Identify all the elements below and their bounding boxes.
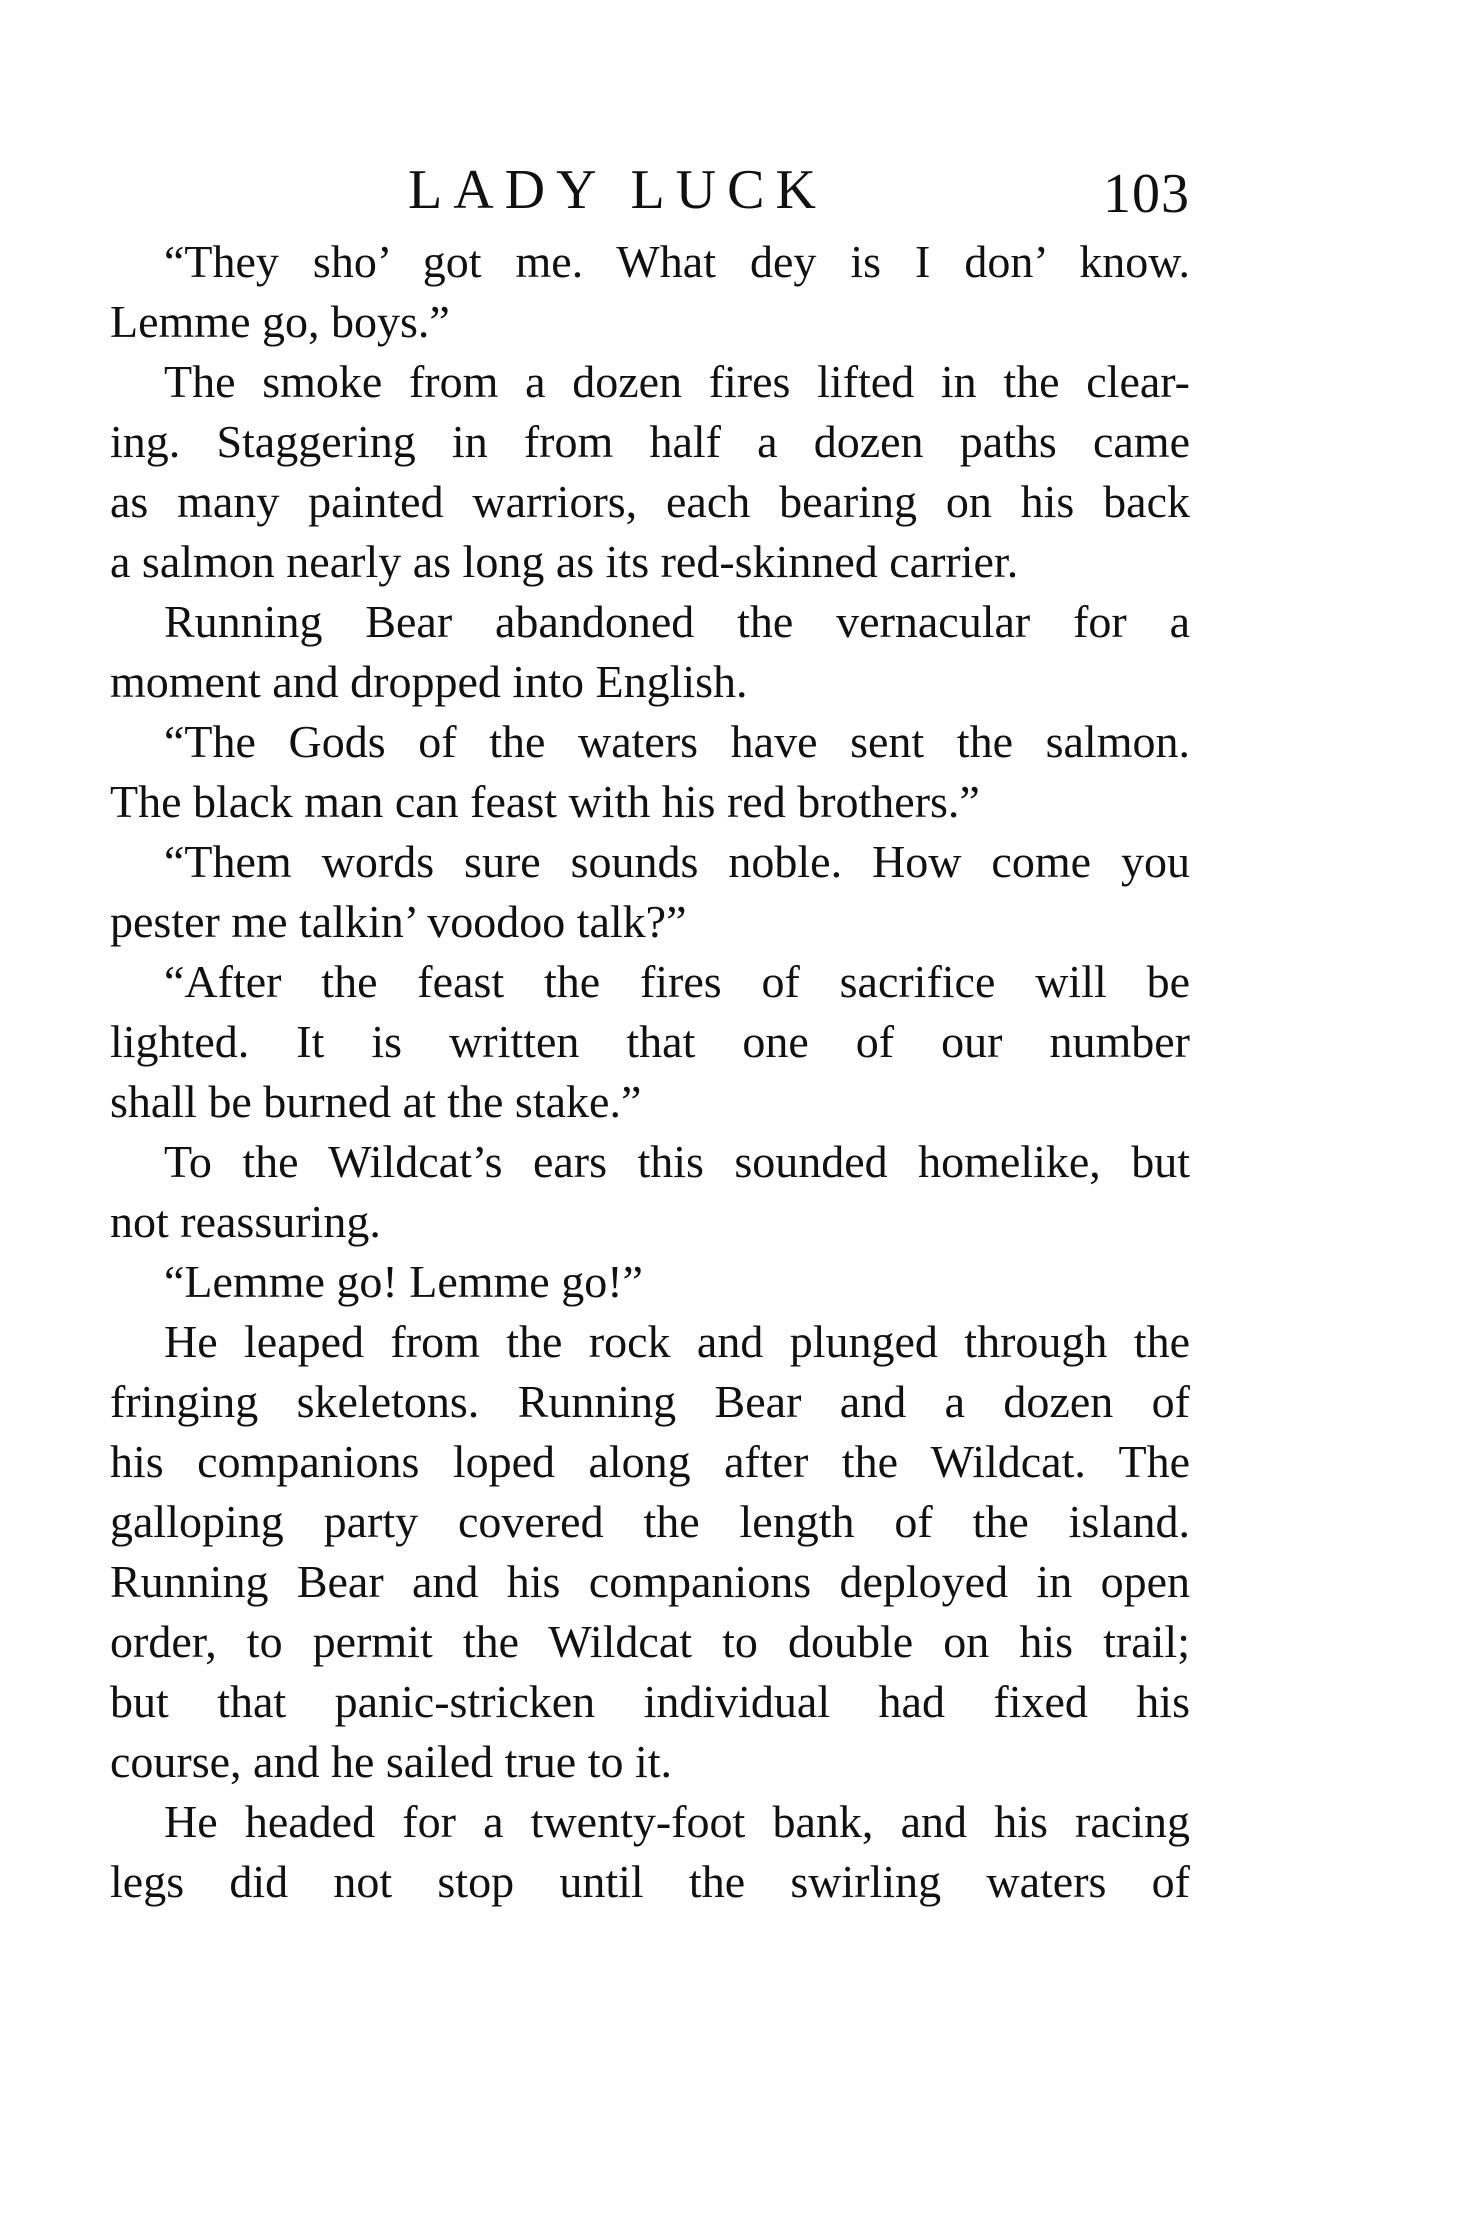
text-line: “After the feast the fires of sacrifice will be xyxy=(164,956,1190,1007)
text-line: “They sho’ got me. What dey is I don’ know. xyxy=(164,236,1190,287)
text-line: but that panic-stricken individual had fixed his xyxy=(110,1676,1190,1727)
text-line: Running Bear abandoned the vernacular for a xyxy=(164,596,1190,647)
text-line: “Them words sure sounds noble. How come you xyxy=(164,836,1190,887)
text-line: pester me talkin’ voodoo talk?” xyxy=(110,896,687,947)
text-line: Lemme go, boys.” xyxy=(110,296,450,347)
text-line: “Lemme go! Lemme go!” xyxy=(164,1256,643,1307)
page-header xyxy=(110,150,1190,230)
text-line: To the Wildcat’s ears this sounded homelike, but xyxy=(164,1136,1190,1187)
text-line: lighted. It is written that one of our number xyxy=(110,1016,1190,1067)
text-line: “The Gods of the waters have sent the salmon. xyxy=(164,716,1190,767)
body-text xyxy=(110,232,1190,1912)
text-line: course, and he sailed true to it. xyxy=(110,1736,673,1787)
text-line: The smoke from a dozen fires lifted in the clear- xyxy=(164,356,1190,407)
text-line: ing. Staggering in from half a dozen paths came xyxy=(110,416,1190,467)
text-line: He headed for a twenty-foot bank, and his racing xyxy=(164,1796,1190,1847)
text-line: shall be burned at the stake.” xyxy=(110,1076,642,1127)
text-line: his companions loped along after the Wildcat. The xyxy=(110,1436,1190,1487)
text-line: as many painted warriors, each bearing on his back xyxy=(110,476,1190,527)
text-line: legs did not stop until the swirling waters of xyxy=(110,1856,1190,1907)
text-line: He leaped from the rock and plunged through the xyxy=(164,1316,1190,1367)
text-line: not reassuring. xyxy=(110,1196,381,1247)
page-number: 103 xyxy=(1103,163,1190,225)
text-line: The black man can feast with his red brothers.” xyxy=(110,776,980,827)
text-line: order, to permit the Wildcat to double on his trail; xyxy=(110,1616,1190,1667)
text-line: Running Bear and his companions deployed in open xyxy=(110,1556,1190,1607)
running-head: LADY LUCK xyxy=(408,159,827,221)
text-line: a salmon nearly as long as its red-skinned carrier. xyxy=(110,536,1019,587)
text-line: galloping party covered the length of the island. xyxy=(110,1496,1190,1547)
text-line: fringing skeletons. Running Bear and a dozen of xyxy=(110,1376,1190,1427)
text-line: moment and dropped into English. xyxy=(110,656,748,707)
